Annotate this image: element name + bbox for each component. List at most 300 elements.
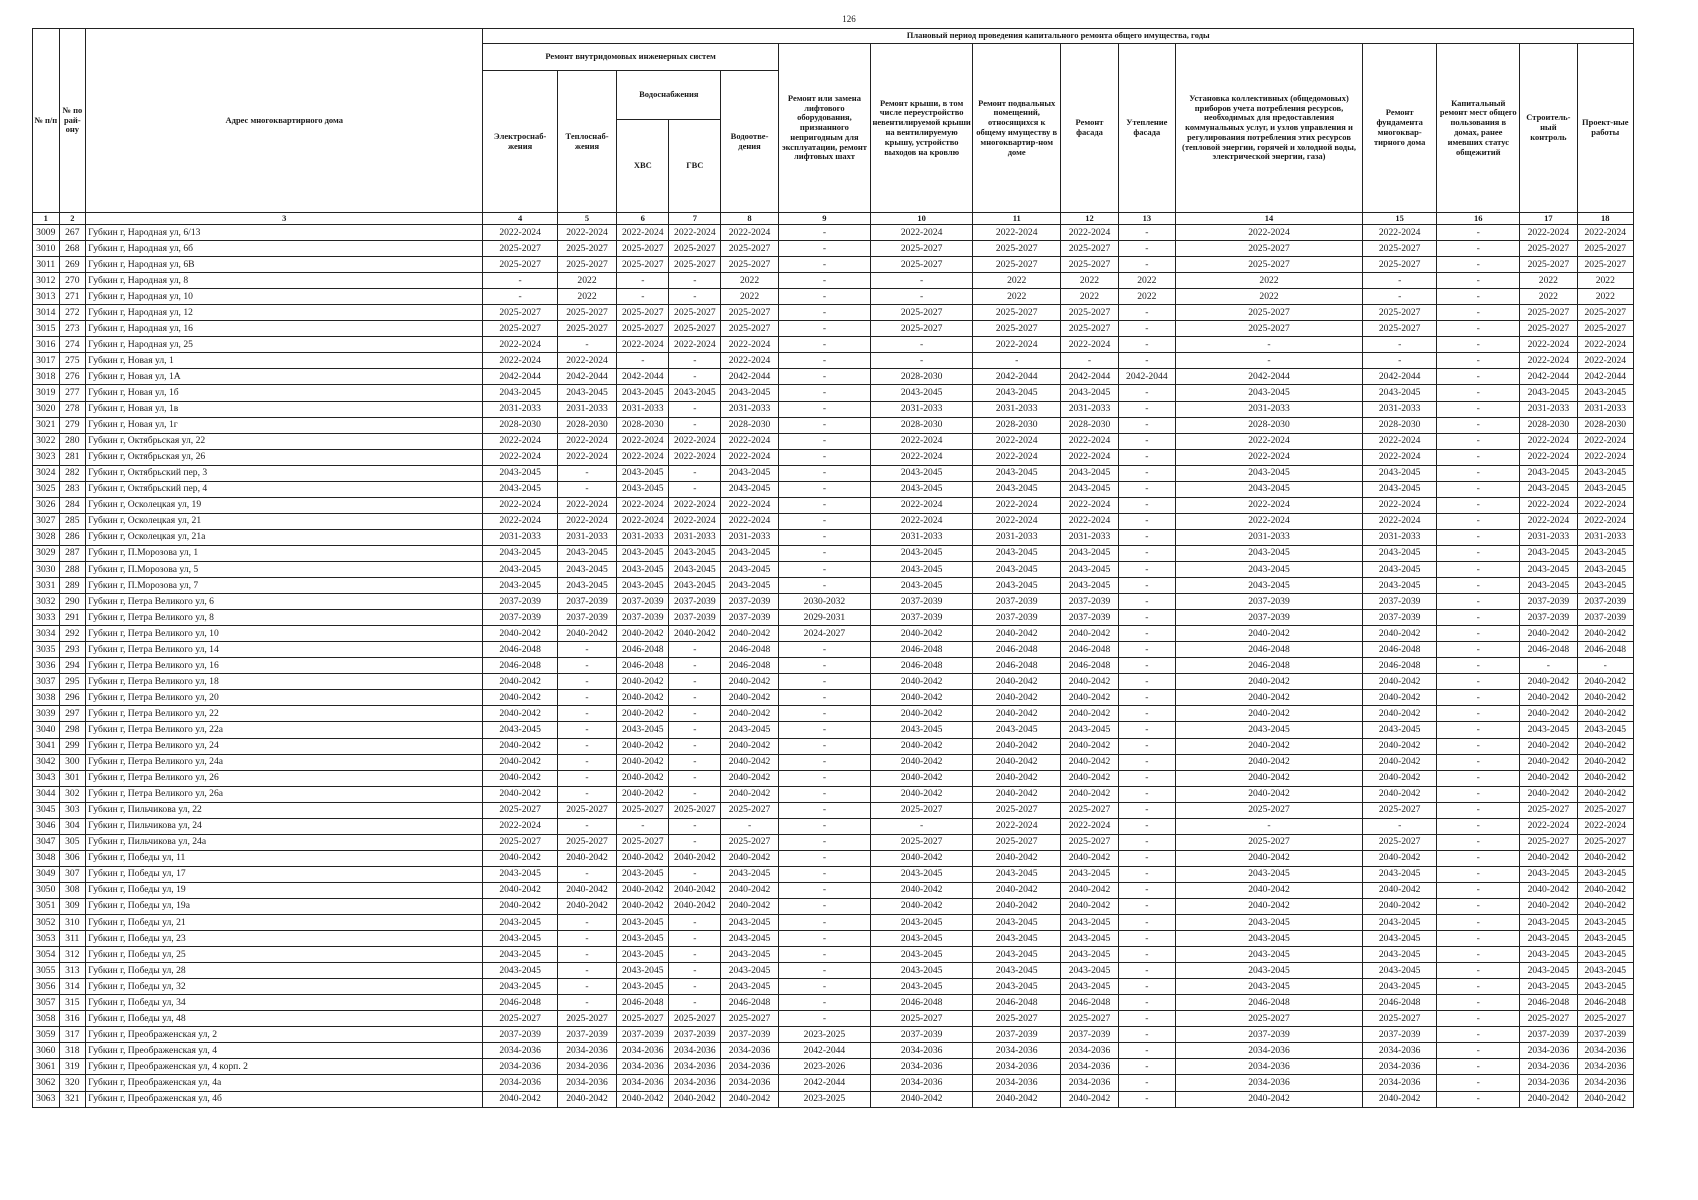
table-cell: 2040-2042 <box>1362 770 1436 786</box>
table-cell: 3062 <box>33 1075 60 1091</box>
table-cell: 2034-2036 <box>669 1059 721 1075</box>
table-cell: 2022-2024 <box>871 497 973 513</box>
address-cell: Губкин г, П.Морозова ул, 7 <box>86 578 483 594</box>
table-cell: - <box>1118 882 1175 898</box>
table-cell: 2043-2045 <box>1176 561 1363 577</box>
table-cell: 2034-2036 <box>721 1075 778 1091</box>
table-cell: 2022-2024 <box>973 433 1061 449</box>
table-row <box>33 786 1634 802</box>
table-cell: 2025-2027 <box>1520 321 1577 337</box>
table-row <box>33 706 1634 722</box>
table-cell: 2022-2024 <box>669 337 721 353</box>
table-cell: 286 <box>59 529 86 545</box>
table-cell: 2040-2042 <box>617 786 669 802</box>
table-cell: - <box>1118 690 1175 706</box>
column-number: 1 <box>33 213 60 225</box>
table-cell: 2046-2048 <box>871 995 973 1011</box>
table-cell: 3039 <box>33 706 60 722</box>
table-cell: 2022-2024 <box>1520 225 1577 241</box>
header-facade: Ремонт фасада <box>1061 44 1118 213</box>
table-cell: 2022-2024 <box>483 818 557 834</box>
table-cell: 2043-2045 <box>617 481 669 497</box>
table-cell: - <box>1437 754 1520 770</box>
table-cell: 2034-2036 <box>1520 1043 1577 1059</box>
table-cell: - <box>1118 578 1175 594</box>
table-cell: - <box>778 497 870 513</box>
table-cell: 2022-2024 <box>871 449 973 465</box>
table-cell: - <box>1437 1059 1520 1075</box>
table-cell: 2040-2042 <box>1520 626 1577 642</box>
table-cell: - <box>1118 241 1175 257</box>
table-cell: - <box>617 818 669 834</box>
table-cell: - <box>778 241 870 257</box>
table-cell: 2040-2042 <box>1520 674 1577 690</box>
table-cell: - <box>1362 818 1436 834</box>
table-cell: - <box>1437 241 1520 257</box>
table-cell: 2025-2027 <box>871 834 973 850</box>
table-cell: - <box>778 770 870 786</box>
table-cell: 2043-2045 <box>1520 866 1577 882</box>
table-cell: 2025-2027 <box>1520 834 1577 850</box>
table-cell: 2040-2042 <box>1577 770 1633 786</box>
table-cell: 2034-2036 <box>617 1043 669 1059</box>
table-cell: 2028-2030 <box>483 417 557 433</box>
table-cell: - <box>557 995 616 1011</box>
table-cell: - <box>1118 1075 1175 1091</box>
table-cell: 2040-2042 <box>1362 738 1436 754</box>
address-cell: Губкин г, Пильчикова ул, 24 <box>86 818 483 834</box>
table-row <box>33 802 1634 818</box>
table-cell: 2037-2039 <box>871 1027 973 1043</box>
table-cell: 2043-2045 <box>483 561 557 577</box>
table-cell: 2043-2045 <box>1520 465 1577 481</box>
table-cell: 3057 <box>33 995 60 1011</box>
table-cell: - <box>1437 321 1520 337</box>
table-cell: 3038 <box>33 690 60 706</box>
table-cell: - <box>669 369 721 385</box>
table-cell: - <box>778 786 870 802</box>
table-cell: 2043-2045 <box>1061 915 1118 931</box>
table-cell: 273 <box>59 321 86 337</box>
header-meters: Установка коллективных (общедомовых) приборов учета потребления ресурсов, необходимых для предоставления коммунальных услуг, и узлов управления и регулирования потребления этих ресурсов (тепловой энергии, горячей и холодной воды, электрической энергии, газа) <box>1176 44 1363 213</box>
table-cell: - <box>617 273 669 289</box>
table-cell: 2040-2042 <box>1520 738 1577 754</box>
table-cell: - <box>1437 642 1520 658</box>
table-cell: 2034-2036 <box>483 1075 557 1091</box>
table-cell: 3010 <box>33 241 60 257</box>
header-design-works: Проект-ные работы <box>1577 44 1633 213</box>
table-cell: 2022 <box>1176 289 1363 305</box>
table-cell: - <box>1176 337 1363 353</box>
table-cell: 2025-2027 <box>483 257 557 273</box>
table-cell: 2031-2033 <box>1061 401 1118 417</box>
table-cell: 3036 <box>33 658 60 674</box>
table-cell: 298 <box>59 722 86 738</box>
table-cell: 285 <box>59 513 86 529</box>
table-cell: 303 <box>59 802 86 818</box>
table-cell: - <box>557 963 616 979</box>
table-cell: - <box>669 979 721 995</box>
table-cell: 2043-2045 <box>617 947 669 963</box>
table-cell: 2025-2027 <box>721 241 778 257</box>
table-cell: 2043-2045 <box>1362 931 1436 947</box>
table-cell: 2022-2024 <box>1061 449 1118 465</box>
table-cell: 2043-2045 <box>669 545 721 561</box>
address-cell: Губкин г, Победы ул, 25 <box>86 947 483 963</box>
table-cell: - <box>669 690 721 706</box>
table-cell: 2022-2024 <box>557 433 616 449</box>
table-cell: 3020 <box>33 401 60 417</box>
table-row <box>33 674 1634 690</box>
table-cell: - <box>1437 594 1520 610</box>
table-cell: 2037-2039 <box>973 1027 1061 1043</box>
table-cell: - <box>1362 289 1436 305</box>
table-cell: - <box>778 898 870 914</box>
table-cell: 2022-2024 <box>973 449 1061 465</box>
table-cell: 3012 <box>33 273 60 289</box>
table-cell: 2040-2042 <box>871 690 973 706</box>
table-cell: 2028-2030 <box>1061 417 1118 433</box>
table-cell: 2031-2033 <box>1577 401 1633 417</box>
table-cell: 2043-2045 <box>973 481 1061 497</box>
table-cell: 2043-2045 <box>483 963 557 979</box>
table-cell: - <box>557 658 616 674</box>
table-cell: - <box>557 642 616 658</box>
table-cell: 2040-2042 <box>1520 706 1577 722</box>
table-cell: - <box>1118 754 1175 770</box>
table-cell: 2040-2042 <box>1577 882 1633 898</box>
table-cell: - <box>871 337 973 353</box>
table-cell: 2042-2044 <box>1362 369 1436 385</box>
table-cell: 304 <box>59 818 86 834</box>
table-cell: 2022-2024 <box>1577 225 1633 241</box>
table-cell: 2043-2045 <box>871 947 973 963</box>
table-cell: 312 <box>59 947 86 963</box>
table-cell: 2022-2024 <box>483 433 557 449</box>
table-cell: - <box>1118 497 1175 513</box>
table-cell: 2031-2033 <box>1362 529 1436 545</box>
table-cell: - <box>778 722 870 738</box>
table-cell: - <box>669 786 721 802</box>
table-row <box>33 850 1634 866</box>
table-row <box>33 529 1634 545</box>
table-cell: 2022-2024 <box>721 497 778 513</box>
table-cell: 2043-2045 <box>1520 979 1577 995</box>
table-cell: 2043-2045 <box>973 979 1061 995</box>
table-cell: 2043-2045 <box>871 931 973 947</box>
table-cell: 2022 <box>1061 273 1118 289</box>
table-cell: 283 <box>59 481 86 497</box>
table-row <box>33 369 1634 385</box>
table-cell: 2025-2027 <box>973 241 1061 257</box>
table-cell: 2022-2024 <box>871 225 973 241</box>
table-cell: 2042-2044 <box>617 369 669 385</box>
table-cell: 2043-2045 <box>1577 866 1633 882</box>
table-cell: 2034-2036 <box>1577 1059 1633 1075</box>
table-cell: - <box>778 433 870 449</box>
table-cell: 2040-2042 <box>1362 690 1436 706</box>
table-cell: 2031-2033 <box>973 401 1061 417</box>
table-cell: - <box>778 674 870 690</box>
table-cell: 2022-2024 <box>1577 433 1633 449</box>
table-cell: 2025-2027 <box>557 1011 616 1027</box>
table-cell: 2040-2042 <box>973 626 1061 642</box>
table-cell: 2022-2024 <box>1176 225 1363 241</box>
table-cell: 2025-2027 <box>1577 834 1633 850</box>
header-water-supply: Водоснабжения <box>617 71 721 120</box>
table-cell: 2040-2042 <box>617 1091 669 1107</box>
page-number: 126 <box>842 14 856 24</box>
table-cell: - <box>1437 674 1520 690</box>
table-cell: 3063 <box>33 1091 60 1107</box>
table-cell: 2040-2042 <box>1520 882 1577 898</box>
table-cell: 281 <box>59 449 86 465</box>
table-cell: 2043-2045 <box>721 465 778 481</box>
table-cell: 2022 <box>1061 289 1118 305</box>
table-cell: 2025-2027 <box>1176 257 1363 273</box>
table-cell: 2025-2027 <box>483 305 557 321</box>
table-cell: 2034-2036 <box>1061 1043 1118 1059</box>
table-cell: 2043-2045 <box>1061 947 1118 963</box>
table-cell: 2040-2042 <box>871 738 973 754</box>
address-cell: Губкин г, Петра Великого ул, 6 <box>86 594 483 610</box>
table-cell: - <box>1437 337 1520 353</box>
address-cell: Губкин г, Осколецкая ул, 21 <box>86 513 483 529</box>
table-cell: - <box>669 273 721 289</box>
table-cell: - <box>1437 305 1520 321</box>
table-cell: 3030 <box>33 561 60 577</box>
table-cell: 2043-2045 <box>871 561 973 577</box>
table-cell: 2028-2030 <box>1577 417 1633 433</box>
table-cell: 2022-2024 <box>973 818 1061 834</box>
table-cell: 314 <box>59 979 86 995</box>
table-cell: - <box>1437 802 1520 818</box>
address-cell: Губкин г, Петра Великого ул, 24а <box>86 754 483 770</box>
table-row <box>33 963 1634 979</box>
table-cell: 2022 <box>1520 273 1577 289</box>
table-cell: 3051 <box>33 898 60 914</box>
table-cell: - <box>1437 257 1520 273</box>
table-cell: 2025-2027 <box>973 321 1061 337</box>
table-cell: 2040-2042 <box>973 674 1061 690</box>
table-cell: 2031-2033 <box>871 401 973 417</box>
table-cell: 2037-2039 <box>1520 610 1577 626</box>
table-cell: 2040-2042 <box>1577 674 1633 690</box>
table-cell: 2034-2036 <box>973 1059 1061 1075</box>
table-cell: 2042-2044 <box>778 1043 870 1059</box>
table-cell: 2043-2045 <box>1362 947 1436 963</box>
column-number: 13 <box>1118 213 1175 225</box>
table-cell: 2040-2042 <box>669 1091 721 1107</box>
table-cell: 2023-2025 <box>778 1091 870 1107</box>
table-cell: - <box>669 995 721 1011</box>
table-row <box>33 754 1634 770</box>
table-cell: 2043-2045 <box>721 561 778 577</box>
table-cell: - <box>778 561 870 577</box>
table-cell: - <box>1437 834 1520 850</box>
table-cell: 2040-2042 <box>669 850 721 866</box>
address-cell: Губкин г, Новая ул, 1 <box>86 353 483 369</box>
table-cell: 3053 <box>33 931 60 947</box>
table-cell: 2040-2042 <box>617 626 669 642</box>
table-cell: 2040-2042 <box>871 898 973 914</box>
table-cell: 2022-2024 <box>483 337 557 353</box>
table-cell: 2025-2027 <box>669 257 721 273</box>
table-cell: 2043-2045 <box>617 931 669 947</box>
address-cell: Губкин г, Преображенская ул, 4 корп. 2 <box>86 1059 483 1075</box>
table-cell: - <box>1437 481 1520 497</box>
table-row <box>33 401 1634 417</box>
table-cell: 2040-2042 <box>1061 738 1118 754</box>
table-cell: 2037-2039 <box>1176 610 1363 626</box>
table-cell: 2040-2042 <box>1577 626 1633 642</box>
table-cell: - <box>1437 850 1520 866</box>
table-cell: 2031-2033 <box>1061 529 1118 545</box>
table-cell: - <box>1437 722 1520 738</box>
table-cell: 2037-2039 <box>557 1027 616 1043</box>
table-cell: - <box>1118 722 1175 738</box>
table-cell: 2037-2039 <box>483 594 557 610</box>
table-cell: 2043-2045 <box>1061 963 1118 979</box>
table-cell: 2043-2045 <box>871 915 973 931</box>
table-cell: - <box>778 850 870 866</box>
table-cell: - <box>778 305 870 321</box>
table-cell: 2022-2024 <box>669 225 721 241</box>
table-cell: 2037-2039 <box>871 594 973 610</box>
table-cell: 2040-2042 <box>483 786 557 802</box>
table-cell: - <box>778 385 870 401</box>
table-cell: - <box>1118 818 1175 834</box>
table-cell: 282 <box>59 465 86 481</box>
table-cell: 2034-2036 <box>871 1043 973 1059</box>
column-number: 12 <box>1061 213 1118 225</box>
table-cell: 2022-2024 <box>1176 497 1363 513</box>
table-cell: - <box>557 465 616 481</box>
table-cell: 2037-2039 <box>973 610 1061 626</box>
table-cell: 2043-2045 <box>1520 481 1577 497</box>
table-cell: 2025-2027 <box>557 305 616 321</box>
table-cell: 2025-2027 <box>1176 321 1363 337</box>
table-cell: 2040-2042 <box>1061 770 1118 786</box>
address-cell: Губкин г, Новая ул, 1А <box>86 369 483 385</box>
table-cell: 2022 <box>557 289 616 305</box>
table-cell: 2043-2045 <box>1577 561 1633 577</box>
table-cell: 3037 <box>33 674 60 690</box>
table-cell: 2043-2045 <box>1061 545 1118 561</box>
table-row <box>33 417 1634 433</box>
table-cell: 2040-2042 <box>1061 690 1118 706</box>
table-cell: 2043-2045 <box>483 465 557 481</box>
table-cell: 2022-2024 <box>669 449 721 465</box>
table-cell: - <box>1437 1027 1520 1043</box>
capital-repair-table <box>32 28 1634 1108</box>
table-cell: 2022-2024 <box>669 433 721 449</box>
header-facade-insulation: Утепление фасада <box>1118 44 1175 213</box>
table-cell: 2046-2048 <box>1520 642 1577 658</box>
table-cell: 2043-2045 <box>1520 578 1577 594</box>
table-cell: 2025-2027 <box>1362 305 1436 321</box>
table-cell: 2028-2030 <box>871 417 973 433</box>
table-cell: 278 <box>59 401 86 417</box>
table-cell: 2043-2045 <box>1362 866 1436 882</box>
table-cell: 2022-2024 <box>669 513 721 529</box>
table-cell: 2025-2027 <box>1176 1011 1363 1027</box>
table-cell: - <box>973 353 1061 369</box>
table-cell: 269 <box>59 257 86 273</box>
table-cell: - <box>1118 337 1175 353</box>
table-cell: 2043-2045 <box>871 545 973 561</box>
table-row <box>33 1027 1634 1043</box>
table-cell: 3050 <box>33 882 60 898</box>
table-cell: - <box>1437 401 1520 417</box>
table-cell: 299 <box>59 738 86 754</box>
table-cell: 2043-2045 <box>721 578 778 594</box>
table-cell: 2040-2042 <box>721 850 778 866</box>
column-number: 8 <box>721 213 778 225</box>
table-cell: 2040-2042 <box>483 898 557 914</box>
table-cell: 2022-2024 <box>1577 353 1633 369</box>
table-row <box>33 931 1634 947</box>
table-cell: - <box>669 289 721 305</box>
table-cell: 277 <box>59 385 86 401</box>
address-cell: Губкин г, Народная ул, 6б <box>86 241 483 257</box>
table-cell: 2043-2045 <box>1362 578 1436 594</box>
table-cell: - <box>778 289 870 305</box>
table-cell: 2046-2048 <box>617 658 669 674</box>
column-number: 3 <box>86 213 483 225</box>
column-number: 2 <box>59 213 86 225</box>
table-cell: - <box>778 642 870 658</box>
table-cell: 2031-2033 <box>1577 529 1633 545</box>
table-cell: 2022-2024 <box>973 497 1061 513</box>
table-cell: 288 <box>59 561 86 577</box>
table-cell: 301 <box>59 770 86 786</box>
table-row <box>33 898 1634 914</box>
table-cell: 2043-2045 <box>1362 465 1436 481</box>
table-cell: 2043-2045 <box>1577 545 1633 561</box>
table-cell: 2043-2045 <box>1176 931 1363 947</box>
table-cell: - <box>1437 1075 1520 1091</box>
table-cell: 3043 <box>33 770 60 786</box>
table-cell: - <box>669 353 721 369</box>
table-cell: - <box>778 529 870 545</box>
table-cell: 2040-2042 <box>483 882 557 898</box>
table-cell: 2043-2045 <box>973 561 1061 577</box>
table-cell: - <box>1437 979 1520 995</box>
table-cell: - <box>1118 1027 1175 1043</box>
table-cell: - <box>557 706 616 722</box>
table-cell: 2022-2024 <box>871 513 973 529</box>
table-cell: 2043-2045 <box>483 722 557 738</box>
table-cell: 321 <box>59 1091 86 1107</box>
table-cell: - <box>1118 738 1175 754</box>
table-cell: 2040-2042 <box>871 770 973 786</box>
address-cell: Губкин г, Народная ул, 25 <box>86 337 483 353</box>
table-cell: 3027 <box>33 513 60 529</box>
table-cell: 2040-2042 <box>617 898 669 914</box>
table-cell: 2043-2045 <box>721 866 778 882</box>
table-cell: 2043-2045 <box>1577 979 1633 995</box>
table-cell: - <box>1437 545 1520 561</box>
table-cell: - <box>778 690 870 706</box>
table-cell: - <box>1118 465 1175 481</box>
table-cell: - <box>669 947 721 963</box>
table-cell: 313 <box>59 963 86 979</box>
table-cell: - <box>1437 417 1520 433</box>
table-cell: 2040-2042 <box>973 786 1061 802</box>
table-cell: - <box>669 915 721 931</box>
table-cell: 2043-2045 <box>1520 385 1577 401</box>
